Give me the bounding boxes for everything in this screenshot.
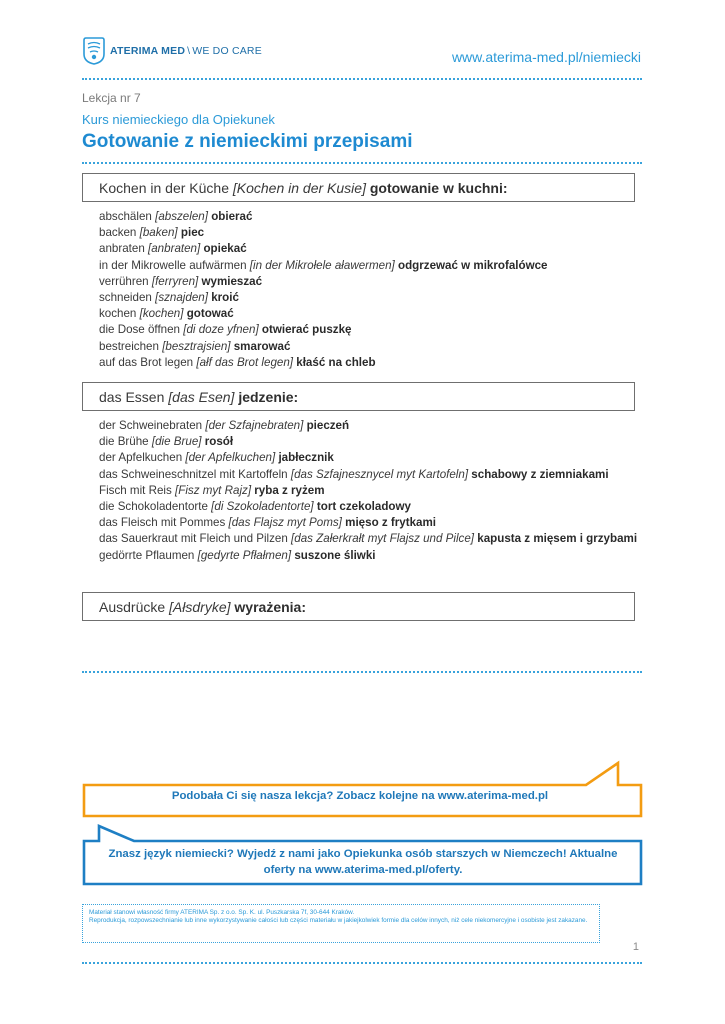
vocab-german: bestreichen <box>99 339 159 353</box>
section-german: das Essen <box>99 388 165 405</box>
vocab-german: die Dose öffnen <box>99 323 181 337</box>
vocab-phonetic: [das Szfajnesznycel myt Kartofeln] <box>290 467 469 481</box>
logo-separator: \ <box>187 45 191 57</box>
vocab-german: Fisch mit Reis <box>99 483 172 497</box>
vocab-phonetic: [kochen] <box>139 307 184 321</box>
vocab-polish: kroić <box>211 291 239 305</box>
copyright-line-2: Reprodukcja, rozpowszechnianie lub inne wykorzystywanie całości lub części materiału w jakiejkolwiek formie dla celów innych, niż cele niekomercyjne i osobiste jest zakazane. <box>89 917 588 925</box>
vocab-polish: odgrzewać w mikrofalówce <box>398 258 548 272</box>
vocab-polish: piec <box>180 226 205 240</box>
vocab-polish: jabłecznik <box>278 451 334 465</box>
vocab-polish: tort czekoladowy <box>316 500 411 514</box>
vocab-german: anbraten <box>99 242 145 256</box>
vocab-german: backen <box>99 226 137 240</box>
section-phonetic: [Ałsdryke] <box>169 598 231 615</box>
vocab-german: der Apfelkuchen <box>99 451 183 465</box>
vocab-polish: rosół <box>204 435 234 449</box>
vocab-german: schneiden <box>99 291 152 305</box>
vocab-phonetic: [anbraten] <box>148 242 201 256</box>
vocab-polish: wymieszać <box>201 274 263 288</box>
vocab-german: kochen <box>99 307 137 321</box>
vocab-polish: pieczeń <box>306 419 350 432</box>
vocab-phonetic: [di doze yfnen] <box>183 323 259 337</box>
copyright-notice <box>82 904 600 943</box>
vocab-phonetic: [sznajden] <box>155 291 208 305</box>
vocab-polish: smarować <box>233 339 291 353</box>
section-polish: gotowanie w kuchni: <box>369 179 508 196</box>
vocab-german: das Schweineschnitzel mit Kartoffeln <box>99 467 288 481</box>
vocab-german: verrühren <box>99 274 149 288</box>
site-url-link[interactable]: www.aterima-med.pl/niemiecki <box>451 49 641 65</box>
section-phonetic: [das Esen] <box>168 388 235 405</box>
vocab-polish: mięso z frytkami <box>345 516 436 530</box>
vocab-german: der Schweinebraten <box>99 419 203 432</box>
vocab-german: in der Mikrowelle aufwärmen <box>99 258 247 272</box>
vocab-german: abschälen <box>99 210 152 223</box>
vocab-polish: kapusta z mięsem i grzybami <box>477 532 638 546</box>
vocab-phonetic: [baken] <box>139 226 178 240</box>
vocab-polish: kłaść na chleb <box>296 355 376 369</box>
vocab-german: das Fleisch mit Pommes <box>99 516 226 530</box>
vocab-phonetic: [der Apfelkuchen] <box>185 451 276 465</box>
section-german: Kochen in der Küche <box>99 179 229 196</box>
vocab-german: das Sauerkraut mit Fleich und Pilzen <box>99 532 288 546</box>
vocab-phonetic: [besztrajsien] <box>162 339 231 353</box>
vocab-phonetic: [das Załerkrałt myt Flajsz und Pilce] <box>291 532 475 546</box>
vocab-polish: obierać <box>211 210 253 223</box>
vocab-polish: opiekać <box>203 242 247 256</box>
vocab-polish: suszone śliwki <box>294 548 376 562</box>
section-polish: wyrażenia: <box>234 598 306 615</box>
vocab-phonetic: [di Szokoladentorte] <box>211 500 314 514</box>
vocab-polish: schabowy z ziemniakami <box>471 467 609 481</box>
vocab-phonetic: [in der Mikrołele aławermen] <box>249 258 395 272</box>
section-german: Ausdrücke <box>99 598 166 615</box>
copyright-line-1: Materiał stanowi własność firmy ATERIMA Sp. z o.o. Sp. K. ul. Puszkarska 7f, 30-644 Kraków. <box>89 909 355 916</box>
vocab-german: gedörrte Pflaumen <box>99 548 195 562</box>
logo-brand: ATERIMA MED <box>110 45 186 57</box>
vocab-phonetic: [ałf das Brot legen] <box>196 355 294 369</box>
banner-job-offers[interactable]: Znasz język niemiecki? Wyjedź z nami jako Opiekunka osób starszych w Niemczech! Aktualne oferty na www.aterima-med.pl/oferty. <box>108 848 618 876</box>
vocab-phonetic: [abszelen] <box>155 210 208 223</box>
vocab-phonetic: [die Brue] <box>151 435 202 449</box>
vocab-german: die Schokoladentorte <box>99 500 208 514</box>
vocab-german: auf das Brot legen <box>99 355 194 369</box>
banner-lesson-promo[interactable]: Podobała Ci się nasza lekcja? Zobacz kolejne na www.aterima-med.pl <box>171 790 549 802</box>
page-title: Gotowanie z niemieckimi przepisami <box>82 131 413 152</box>
vocab-polish: gotować <box>186 307 234 321</box>
vocab-polish: ryba z ryżem <box>254 483 325 497</box>
course-name: Kurs niemieckiego dla Opiekunek <box>82 112 275 127</box>
section-phonetic: [Kochen in der Kusie] <box>232 179 366 196</box>
divider-footer <box>82 962 642 964</box>
vocab-phonetic: [der Szfajnebraten] <box>205 419 304 432</box>
vocab-german: die Brühe <box>99 435 149 449</box>
vocab-phonetic: [gedyrte Pfłałmen] <box>197 548 292 562</box>
lesson-number: Lekcja nr 7 <box>82 91 141 105</box>
vocab-polish: otwierać puszkę <box>261 323 352 337</box>
page-number: 1 <box>632 941 639 953</box>
vocab-phonetic: [Fisz myt Rajz] <box>175 483 252 497</box>
logo-tagline: WE DO CARE <box>192 45 262 57</box>
section-polish: jedzenie: <box>238 388 299 405</box>
vocab-phonetic: [das Flajsz myt Poms] <box>228 516 342 530</box>
vocab-phonetic: [ferryren] <box>151 274 199 288</box>
